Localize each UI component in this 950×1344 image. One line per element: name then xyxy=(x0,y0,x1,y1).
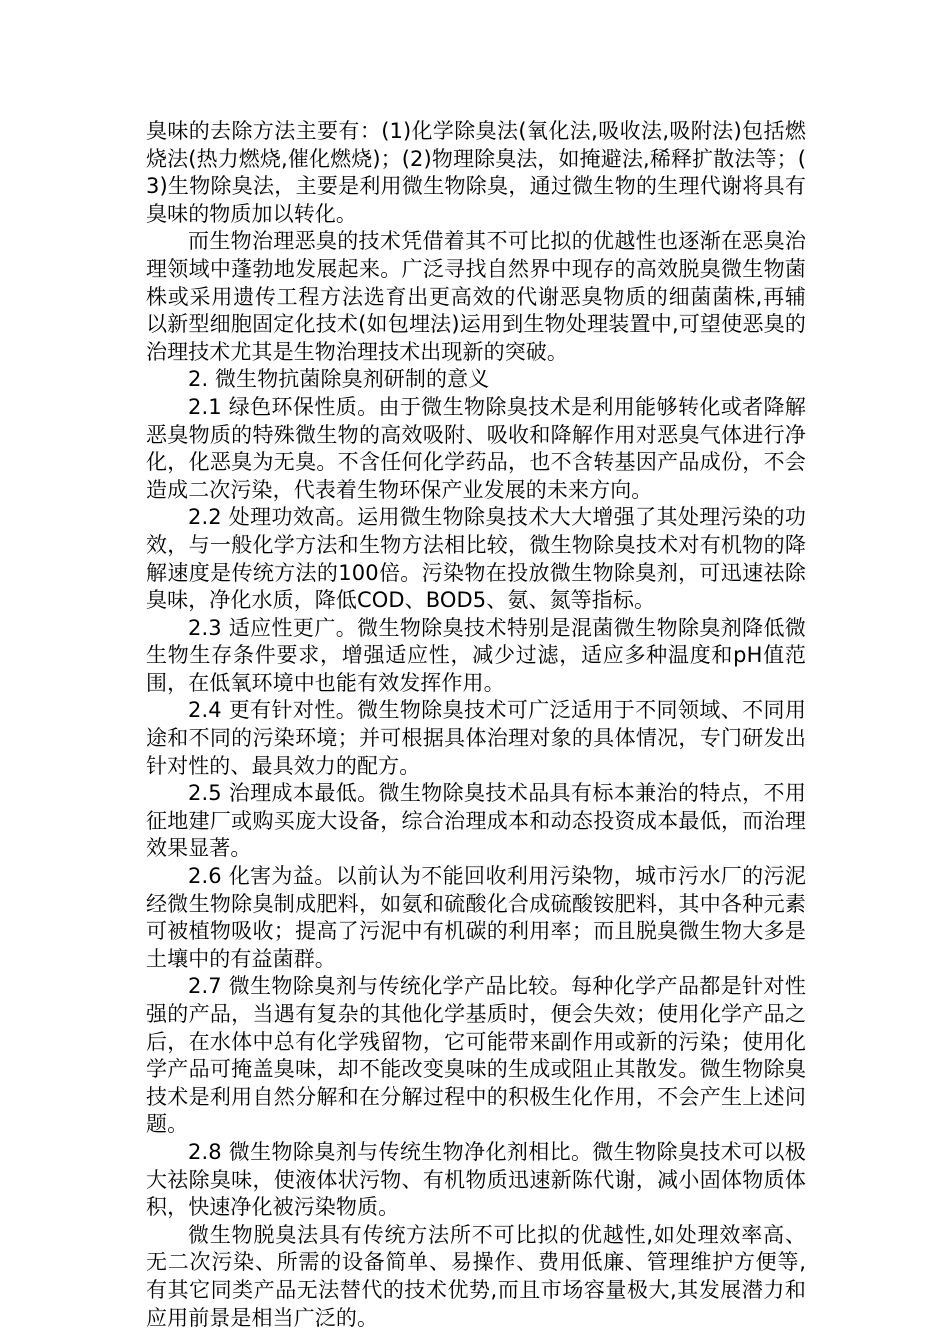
paragraph-biological-treatment: 而生物治理恶臭的技术凭借着其不可比拟的优越性也逐渐在恶臭治理领域中蓬勃地发展起来。广泛寻找自然界中现存的高效脱臭微生物菌株或采用遗传工程方法选育出更高效的代谢恶臭物质的细菌菌株,再辅以新型细胞固定化技术(如包埋法)运用到生物处理装置中,可望使恶臭的治理技术尤其是生物治理技术出现新的突破。 xyxy=(146,229,806,364)
document-body xyxy=(146,118,806,1332)
paragraph-2-6-benefit: 2.6 化害为益。以前认为不能回收利用污染物，城市污水厂的污泥经微生物除臭制成肥料，如氨和硫酸化合成硫酸铵肥料，其中各种元素可被植物吸收；提高了污泥中有机碳的利用率；而且脱臭微生物大多是土壤中的有益菌群。 xyxy=(146,864,806,971)
paragraph-conclusion: 微生物脱臭法具有传统方法所不可比拟的优越性,如处理效率高、无二次污染、所需的设备简单、易操作、费用低廉、管理维护方便等,有其它同类产品无法替代的技术优势,而且市场容量极大,其发展潜力和应用前景是相当广泛的。 xyxy=(146,1222,806,1330)
paragraph-2-4-targeted: 2.4 更有针对性。微生物除臭技术可广泛适用于不同领域、不同用途和不同的污染环境；并可根据具体治理对象的具体情况，专门研发出针对性的、最具效力的配方。 xyxy=(146,698,806,778)
paragraph-2-3-adaptability: 2.3 适应性更广。微生物除臭技术特别是混菌微生物除臭剂降低微生物生存条件要求，增强适应性，减少过滤，适应多种温度和pH值范围，在低氧环境中也能有效发挥作用。 xyxy=(146,615,806,695)
paragraph-2-2-efficiency: 2.2 处理功效高。运用微生物除臭技术大大增强了其处理污染的功效，与一般化学方法和生物方法相比较，微生物除臭技术对有机物的降解速度是传统方法的100倍。污染物在投放微生物除臭剂，可迅速祛除臭味，净化水质，降低COD、BOD5、氨、氮等指标。 xyxy=(146,505,806,613)
paragraph-2-7-vs-chemical: 2.7 微生物除臭剂与传统化学产品比较。每种化学产品都是针对性强的产品，当遇有复杂的其他化学基质时，便会失效；使用化学产品之后，在水体中总有化学残留物，它可能带来副作用或新的污染；使用化学产品可掩盖臭味，却不能改变臭味的生成或阻止其散发。微生物除臭技术是利用自然分解和在分解过程中的积极生化作用，不会产生上述问题。 xyxy=(146,974,806,1137)
paragraph-deodorization-methods: 臭味的去除方法主要有：(1)化学除臭法(氧化法,吸收法,吸附法)包括燃烧法(热力燃烧,催化燃烧)；(2)物理除臭法，如掩避法,稀释扩散法等；(3)生物除臭法，主要是利用微生物除臭，通过微生物的生理代谢将具有臭味的物质加以转化。 xyxy=(146,119,806,226)
paragraph-2-8-vs-biological: 2.8 微生物除臭剂与传统生物净化剂相比。微生物除臭技术可以极大祛除臭味，使液体状污物、有机物质迅速新陈代谢，减小固体物质体积，快速净化被污染物质。 xyxy=(146,1139,806,1220)
paragraph-2-1-green: 2.1 绿色环保性质。由于微生物除臭技术是利用能够转化或者降解恶臭物质的特殊微生物的高效吸附、吸收和降解作用对恶臭气体进行净化，化恶臭为无臭。不含任何化学药品，也不含转基因产品成份，不会造成二次污染，代表着生物环保产业发展的未来方向。 xyxy=(146,394,806,502)
section-heading-significance: 2. 微生物抗菌除臭剂研制的意义 xyxy=(188,367,490,392)
paragraph-2-5-cost: 2.5 治理成本最低。微生物除臭技术品具有标本兼治的特点，不用征地建厂或购买庞大设备，综合治理成本和动态投资成本最低，而治理效果显著。 xyxy=(146,781,806,861)
